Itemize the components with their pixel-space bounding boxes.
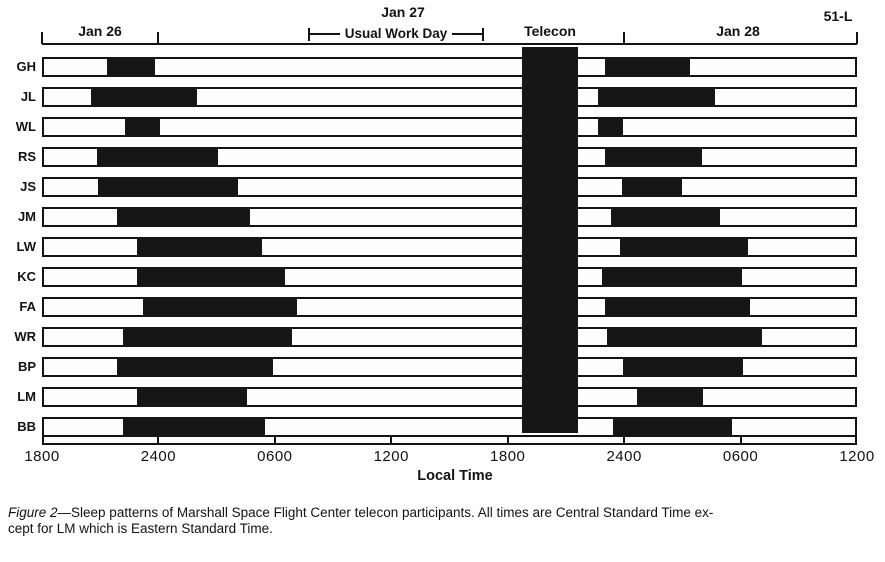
sleep-bar-rs — [97, 147, 217, 167]
row-track-gh — [42, 57, 857, 77]
sleep-bar-lw — [137, 237, 262, 257]
scale-tick-label: 1200 — [373, 448, 409, 465]
sleep-bar-fa — [143, 297, 297, 317]
row-label-fa: FA — [19, 299, 36, 314]
sleep-bar-lw — [620, 237, 748, 257]
top-axis-tick — [856, 32, 858, 44]
row-label-bb: BB — [17, 419, 36, 434]
sleep-bar-js — [622, 177, 682, 197]
row-track-wl — [42, 117, 857, 137]
row-label-kc: KC — [17, 269, 36, 284]
mission-51l-label: 51-L — [823, 8, 853, 24]
figure-caption — [8, 505, 880, 537]
sleep-bar-kc — [602, 267, 743, 287]
row-label-gh: GH — [16, 59, 36, 74]
top-axis-tick — [157, 32, 159, 44]
sleep-bar-bp — [117, 357, 273, 377]
row-label-js: JS — [20, 179, 36, 194]
scale-tick-label: 0600 — [257, 448, 293, 465]
jan28-label: Jan 28 — [716, 23, 760, 39]
sleep-bar-jl — [91, 87, 198, 107]
row-label-rs: RS — [17, 149, 36, 164]
jan26-label: Jan 26 — [78, 23, 122, 39]
sleep-bar-wl — [125, 117, 160, 137]
telecon-label: Telecon — [524, 23, 576, 39]
sleep-bar-lm — [637, 387, 703, 407]
row-label-lw: LW — [16, 239, 36, 254]
scale-tick-label: 0600 — [722, 448, 759, 465]
sleep-bar-jl — [598, 87, 715, 107]
scale-tick-label: 2400 — [140, 448, 177, 465]
row-label-jm: JM — [17, 209, 36, 224]
jan27-label: Jan 27 — [381, 4, 425, 20]
bracket-line — [452, 33, 482, 35]
row-label-wr: WR — [14, 329, 36, 344]
row-label-wl: WL — [15, 119, 36, 134]
scale-tick-label: 1800 — [24, 448, 60, 465]
figure-caption-line2: cept for LM which is Eastern Standard Time. — [8, 520, 273, 536]
usual-work-day-label: Usual Work Day — [344, 26, 448, 41]
sleep-bar-wl — [598, 117, 623, 137]
usual-work-day-bracket — [308, 27, 484, 41]
top-axis-tick — [41, 32, 43, 44]
sleep-bar-rs — [605, 147, 702, 167]
sleep-bar-kc — [137, 267, 284, 287]
sleep-bar-bb — [123, 417, 266, 437]
sleep-bar-gh — [605, 57, 690, 77]
row-label-bp: BP — [17, 359, 36, 374]
sleep-bar-lm — [137, 387, 247, 407]
telecon-band — [522, 47, 577, 433]
row-label-jl: JL — [20, 89, 36, 104]
sleep-bar-jm — [117, 207, 250, 227]
sleep-bar-bp — [623, 357, 742, 377]
sleep-bar-gh — [107, 57, 155, 77]
top-axis-tick — [623, 32, 625, 44]
row-label-lm: LM — [17, 389, 36, 404]
scale-tick-label: 1800 — [490, 448, 526, 465]
scale-tick-label: 2400 — [606, 448, 642, 465]
figure-caption-line1: —Sleep patterns of Marshall Space Flight Center telecon participants. All times are Central Standard Time ex- — [57, 505, 714, 520]
sleep-bar-js — [98, 177, 238, 197]
sleep-bar-wr — [607, 327, 762, 347]
bracket-line — [310, 33, 340, 35]
figure-caption-label: Figure 2 — [8, 505, 58, 520]
sleep-bar-wr — [123, 327, 293, 347]
sleep-bar-bb — [613, 417, 731, 437]
sleep-bar-fa — [605, 297, 751, 317]
scale-tick-label: 1200 — [839, 448, 875, 465]
sleep-bar-jm — [611, 207, 721, 227]
top-axis-line — [42, 43, 857, 45]
bracket-right-cap-icon — [482, 28, 484, 41]
x-axis-title: Local Time — [417, 468, 493, 484]
